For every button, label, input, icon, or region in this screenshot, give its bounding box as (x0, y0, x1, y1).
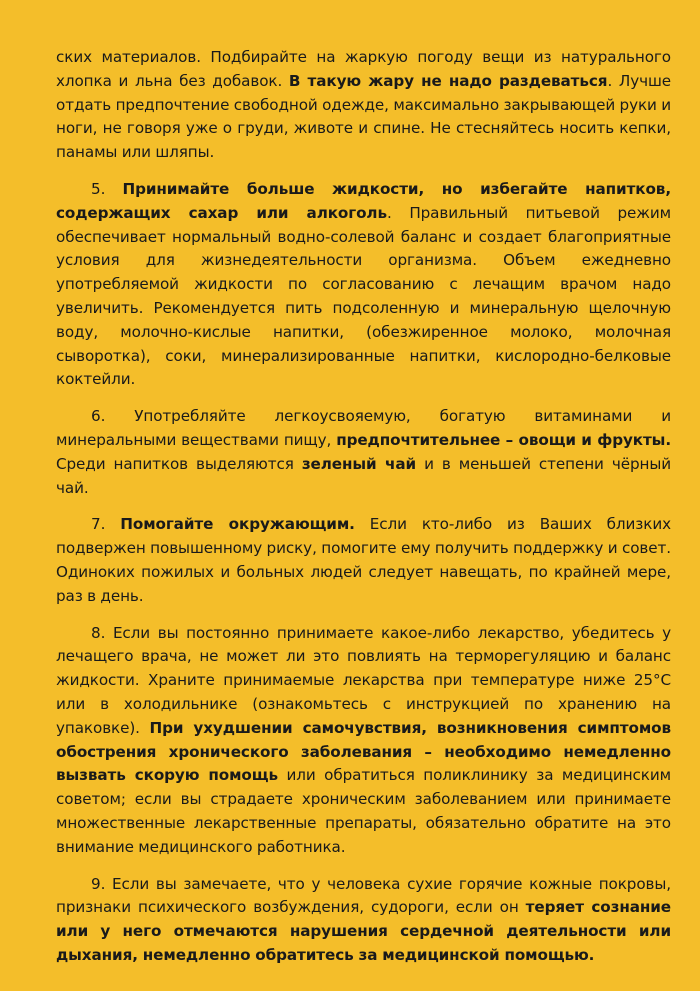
paragraph-clothing (56, 46, 671, 165)
paragraph-item-8 (56, 622, 671, 860)
bold-text: теряет сознание или у него отмечаются нарушения сердечной деятельности или дыхания, немедленно обратитесь за медицинской помощью. (56, 898, 671, 964)
paragraph-item-7 (56, 513, 671, 608)
text-run: Если кто-либо из Ваших близких подвержен повышенному риску, помогите ему получить поддержку и совет. Одиноких пожилых и больных людей следует навещать, по крайней мере, раз в день. (56, 515, 672, 605)
text-run: . Правильный питьевой режим обеспечивает нормальный водно-солевой баланс и создает благоприятные условия для жизнедеятельности организма. Объем ежедневно употребляемой жидкости по согласованию с лечащим врачом надо увеличить. Рекомендуется пить подсоленную и минеральную щелочную воду, молочно-кислые напитки, (обезжиренное молоко, молочная сыворотка), соки, минерализированные напитки, кислородно-белковые коктейли. (56, 203, 671, 389)
text-run: Среди напитков выделяются (56, 454, 302, 473)
bold-text: При ухудшении самочувствия, возникновения симптомов обострения хронического заболевания – необходимо немедленно вызвать скорую помощь (56, 718, 671, 785)
text-run: или обратиться поликлинику за медицинским советом; если вы страдаете хроническим заболеванием или принимаете множественные лекарственные препараты, обязательно обратите на это внимание медицинского работника. (56, 766, 671, 856)
text-run: и в меньшей степени чёрный чай. (56, 454, 671, 497)
paragraph-item-9 (56, 873, 671, 968)
bold-text: Принимайте больше жидкости, но избегайте напитков, содержащих сахар или алкоголь (56, 179, 671, 222)
text-run: ских материалов. Подбирайте на жаркую погоду вещи из натурального хлопка и льна без добавок. (56, 48, 671, 90)
bold-text: предпочтительнее – овощи и фрукты. (336, 430, 671, 449)
text-run: . Лучше отдать предпочтение свободной одежде, максимально закрывающей руки и ноги, не говоря уже о груди, животе и спине. Не стесняйтесь носить кепки, панамы или шляпы. (56, 71, 672, 162)
text-run: 9. Если вы замечаете, что у человека сухие горячие кожные покровы, признаки психического возбуждения, судороги, если он (56, 874, 671, 917)
bold-text: Помогайте окружающим. (120, 515, 355, 534)
document-page (56, 46, 671, 981)
bold-text: зеленый чай (301, 454, 417, 473)
paragraph-item-6 (56, 405, 671, 500)
text-run: 6. Употребляйте легкоусвояемую, богатую витаминами и минеральными веществами пищу, (56, 407, 671, 449)
text-run: 5. (91, 179, 123, 198)
text-run: 7. (91, 515, 121, 534)
text-run: 8. Если вы постоянно принимаете какое-либо лекарство, убедитесь у лечащего врача, не может ли это повлиять на терморегуляцию и баланс жидкости. Храните принимаемые лекарства при температуре ниже 25°С или в холодильнике (ознакомьтесь с инструкцией по хранению на упаковке). (56, 623, 671, 737)
paragraph-item-5 (56, 178, 671, 392)
bold-text: В такую жару не надо раздеваться (288, 71, 608, 90)
